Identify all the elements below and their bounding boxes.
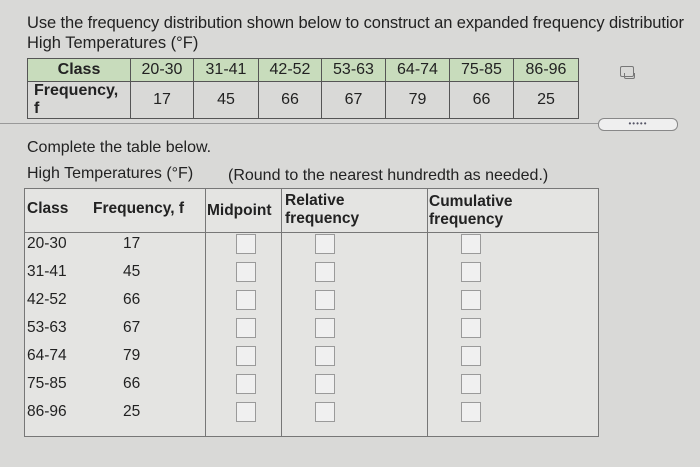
class-cell: 86-96 (514, 59, 579, 82)
row-class: 53-63 (27, 319, 67, 336)
more-button[interactable]: ••••• (598, 118, 678, 131)
relative-frequency-input[interactable] (315, 318, 335, 338)
class-cell: 53-63 (322, 59, 386, 82)
table1-frequency-row (28, 82, 579, 119)
row-class: 20-30 (27, 235, 67, 252)
row-frequency: 25 (123, 403, 141, 420)
cumulative-frequency-input[interactable] (461, 346, 481, 366)
frequency-cell: 66 (450, 82, 514, 119)
frequency-cell: 45 (194, 82, 259, 119)
header-divider (25, 232, 598, 233)
midpoint-input[interactable] (236, 234, 256, 254)
column-divider (427, 189, 428, 436)
class-cell: 31-41 (194, 59, 259, 82)
frequency-cell: 17 (131, 82, 194, 119)
frequency-distribution-table (27, 58, 579, 119)
complete-instruction: Complete the table below. (27, 139, 212, 156)
relative-frequency-input[interactable] (315, 346, 335, 366)
class-cell: 20-30 (131, 59, 194, 82)
column-divider (281, 189, 282, 436)
midpoint-input[interactable] (236, 374, 256, 394)
header-cumulative-1: Cumulative (429, 193, 513, 210)
midpoint-input[interactable] (236, 318, 256, 338)
expanded-frequency-table (24, 188, 599, 437)
copy-icon[interactable] (620, 66, 634, 77)
frequency-cell: 25 (514, 82, 579, 119)
column-divider (205, 189, 206, 436)
relative-frequency-input[interactable] (315, 374, 335, 394)
midpoint-input[interactable] (236, 346, 256, 366)
cumulative-frequency-input[interactable] (461, 262, 481, 282)
cumulative-frequency-input[interactable] (461, 318, 481, 338)
row-class: 64-74 (27, 347, 67, 364)
class-cell: 75-85 (450, 59, 514, 82)
header-midpoint: Midpoint (207, 202, 272, 219)
row-frequency: 17 (123, 235, 141, 252)
cumulative-frequency-input[interactable] (461, 374, 481, 394)
midpoint-input[interactable] (236, 262, 256, 282)
cumulative-frequency-input[interactable] (461, 290, 481, 310)
cumulative-frequency-input[interactable] (461, 402, 481, 422)
frequency-label: Frequency, f (28, 82, 131, 119)
row-class: 86-96 (27, 403, 67, 420)
midpoint-input[interactable] (236, 290, 256, 310)
table1-title: High Temperatures (°F) (27, 34, 199, 52)
header-relative-2: frequency (285, 210, 360, 227)
row-class: 31-41 (27, 263, 67, 280)
row-frequency: 67 (123, 319, 141, 336)
header-cumulative-2: frequency (429, 211, 504, 228)
class-label: Class (28, 59, 131, 82)
row-frequency: 45 (123, 263, 141, 280)
section-divider (0, 123, 598, 124)
cumulative-frequency-input[interactable] (461, 234, 481, 254)
header-frequency: Frequency, f (93, 200, 185, 217)
header-class: Class (27, 200, 69, 217)
relative-frequency-input[interactable] (315, 290, 335, 310)
class-cell: 64-74 (386, 59, 450, 82)
row-frequency: 66 (123, 375, 141, 392)
class-cell: 42-52 (259, 59, 322, 82)
table2-title: High Temperatures (°F) (27, 165, 194, 182)
frequency-cell: 79 (386, 82, 450, 119)
row-frequency: 66 (123, 291, 141, 308)
table1-class-row (28, 59, 579, 82)
relative-frequency-input[interactable] (315, 234, 335, 254)
midpoint-input[interactable] (236, 402, 256, 422)
round-note: (Round to the nearest hundredth as needed.) (228, 167, 549, 184)
frequency-cell: 66 (259, 82, 322, 119)
relative-frequency-input[interactable] (315, 402, 335, 422)
row-class: 75-85 (27, 375, 67, 392)
relative-frequency-input[interactable] (315, 262, 335, 282)
header-relative-1: Relative (285, 192, 345, 209)
instructions-text: Use the frequency distribution shown below to construct an expanded frequency distributior (27, 14, 684, 32)
row-class: 42-52 (27, 291, 67, 308)
row-frequency: 79 (123, 347, 141, 364)
frequency-cell: 67 (322, 82, 386, 119)
